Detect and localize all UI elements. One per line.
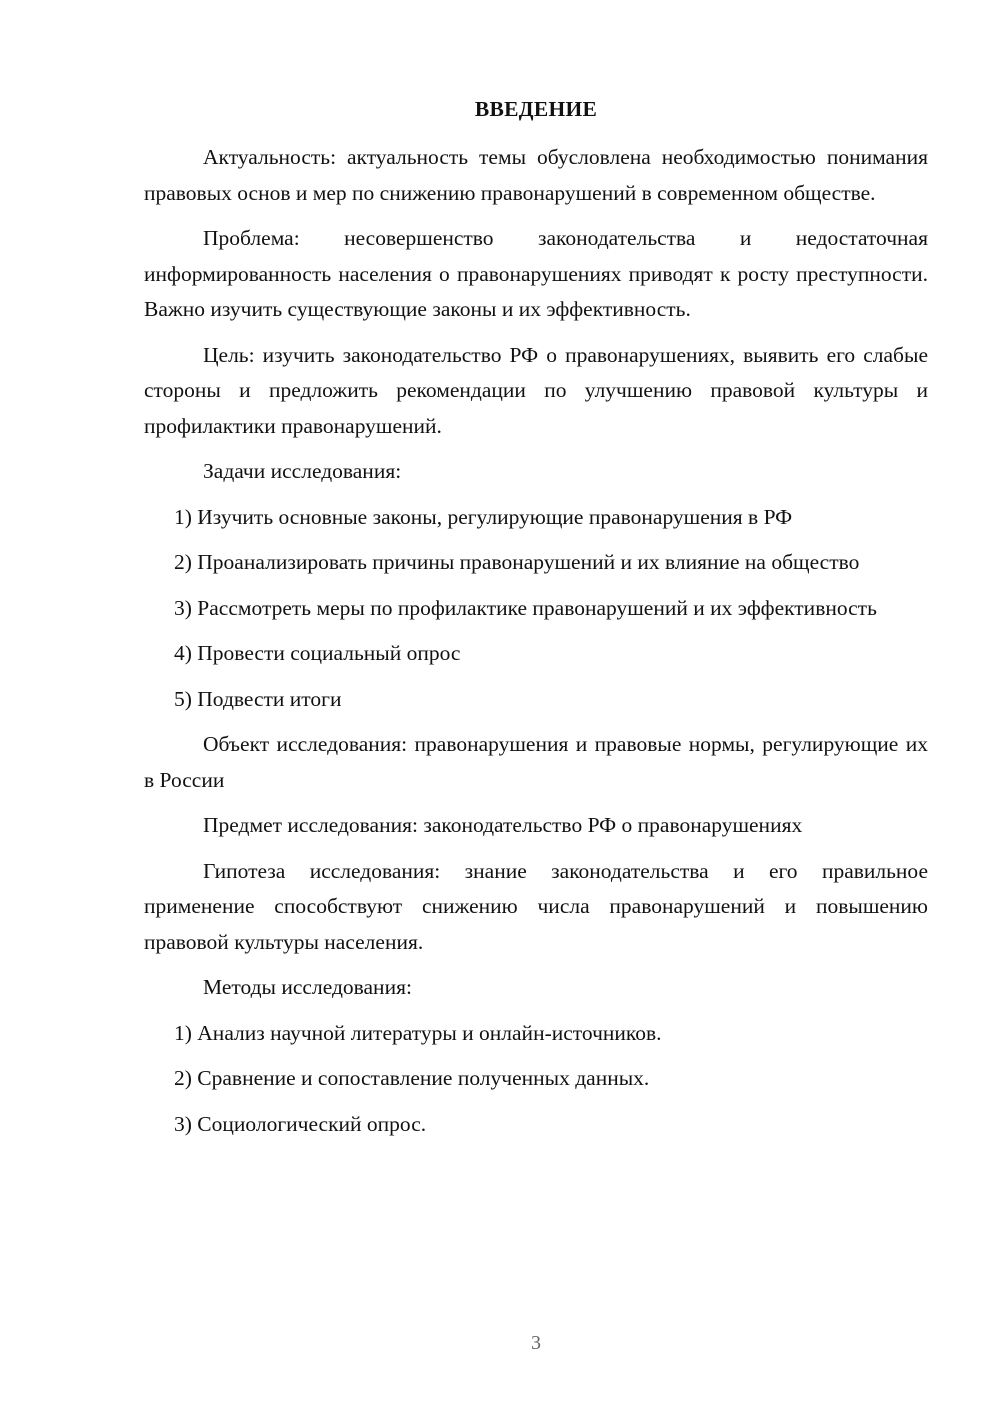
object-paragraph: Объект исследования: правонарушения и правовые нормы, регулирующие их в России (144, 732, 928, 792)
page-title: ВВЕДЕНИЕ (474, 97, 598, 121)
task-item-5: 5) Подвести итоги (174, 686, 342, 711)
tasks-heading: Задачи исследования: (203, 459, 402, 483)
task-item-2: 2) Проанализировать причины правонарушений и их влияние на общество (174, 550, 860, 574)
method-item-2: 2) Сравнение и сопоставление полученных данных. (174, 1066, 650, 1090)
relevance-paragraph: Актуальность: актуальность темы обусловлена необходимостью понимания правовых основ и мер по снижению правонарушений в современном обществе. (144, 145, 928, 205)
method-item-1: 1) Анализ научной литературы и онлайн-источников. (174, 1020, 662, 1045)
task-item-1: 1) Изучить основные законы, регулирующие правонарушения в РФ (174, 504, 793, 529)
page-content (144, 94, 928, 1152)
page-number: 3 (531, 1332, 541, 1354)
method-item-3: 3) Социологический опрос. (174, 1111, 427, 1136)
methods-heading: Методы исследования: (203, 975, 412, 999)
problem-paragraph: Проблема: несовершенство законодательства и недостаточная информированность населения о правонарушениях приводят к росту преступности. Важно изучить существующие законы и их эффективность. (144, 226, 928, 321)
subject-paragraph: Предмет исследования: законодательство РФ о правонарушениях (203, 813, 803, 837)
goal-paragraph: Цель: изучить законодательство РФ о правонарушениях, выявить его слабые стороны и предложить рекомендации по улучшению правовой культуры и профилактики правонарушений. (144, 342, 928, 438)
task-item-4: 4) Провести социальный опрос (174, 641, 461, 665)
hypothesis-paragraph: Гипотеза исследования: знание законодательства и его правильное применение способствуют снижению числа правонарушений и повышению правовой культуры населения. (144, 858, 928, 954)
task-item-3: 3) Рассмотреть меры по профилактике правонарушений и их эффективность (174, 595, 877, 620)
